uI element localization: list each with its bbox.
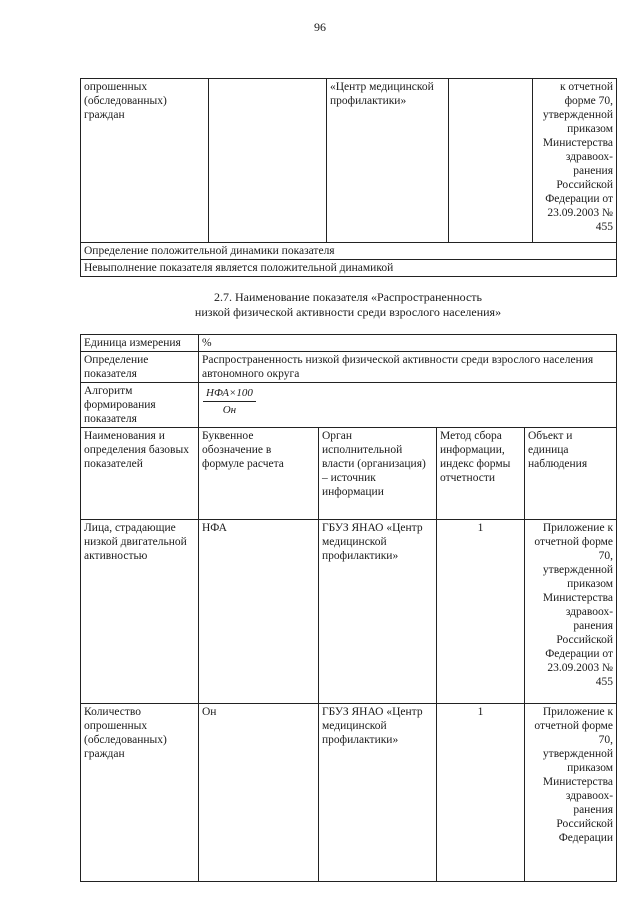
letter-designation: НФА: [199, 520, 319, 704]
formula-numerator: НФА×100: [203, 386, 256, 402]
unit-label: Единица измерения: [81, 335, 199, 352]
observation-object: к отчетной форме 70, утвержденной приказом Министерства здравоох-ранения Российской Федерации от 23.09.2003 № 455: [533, 79, 617, 243]
table-row: [81, 79, 617, 243]
header-object: Объект и единица наблюдения: [525, 428, 617, 520]
definition-label: Определение показателя: [81, 352, 199, 383]
section-title: [80, 290, 616, 320]
table-row: [81, 352, 617, 383]
collection-method: 1: [437, 520, 525, 704]
header-method: Метод сбора информации, индекс формы отчетности: [437, 428, 525, 520]
page-number: 96: [314, 20, 326, 34]
observation-object: Приложение к отчетной форме 70, утвержденной приказом Министерства здравоох-ранения Российской Федерации от 23.09.2003 № 455: [525, 520, 617, 704]
section-title-line2: низкой физической активности среди взрослого населения»: [194, 305, 502, 319]
table-row: [81, 383, 617, 428]
continuation-table: [80, 78, 617, 277]
collection-method: 1: [437, 704, 525, 882]
table-row: [81, 243, 617, 260]
source-organ: ГБУЗ ЯНАО «Центр медицинской профилактики»: [319, 520, 437, 704]
positive-dynamics-value: Невыполнение показателя является положительной динамикой: [81, 260, 617, 277]
table-row: [81, 704, 617, 882]
header-row: [81, 428, 617, 520]
base-indicator-name: Лица, страдающие низкой двигательной активностью: [81, 520, 199, 704]
letter-designation: [209, 79, 327, 243]
table-row: [81, 260, 617, 277]
base-indicator-name: опрошенных (обследованных) граждан: [81, 79, 209, 243]
letter-designation: Он: [199, 704, 319, 882]
definition-value: Распространенность низкой физической активности среди взрослого населения автономного округа: [199, 352, 617, 383]
table-row: [81, 520, 617, 704]
table-row: [81, 335, 617, 352]
positive-dynamics-heading: Определение положительной динамики показателя: [81, 243, 617, 260]
formula-fraction: [203, 386, 256, 417]
formula-denominator: Он: [222, 404, 237, 416]
header-letter: Буквенное обозначение в формуле расчета: [199, 428, 319, 520]
section-title-line1: 2.7. Наименование показателя «Распространенность: [213, 290, 482, 304]
collection-method: [449, 79, 533, 243]
base-indicator-name: Количество опрошенных (обследованных) граждан: [81, 704, 199, 882]
source-organ: «Центр медицинской профилактики»: [327, 79, 449, 243]
header-name: Наименования и определения базовых показателей: [81, 428, 199, 520]
observation-object: Приложение к отчетной форме 70, утвержденной приказом Министерства здравоох-ранения Российской Федерации: [525, 704, 617, 882]
algorithm-label: Алгоритм формирования показателя: [81, 383, 199, 428]
header-organ: Орган исполнительной власти (организация) – источник информации: [319, 428, 437, 520]
formula: [199, 383, 617, 428]
source-organ: ГБУЗ ЯНАО «Центр медицинской профилактики»: [319, 704, 437, 882]
indicator-table: [80, 334, 617, 882]
unit-value: %: [199, 335, 617, 352]
